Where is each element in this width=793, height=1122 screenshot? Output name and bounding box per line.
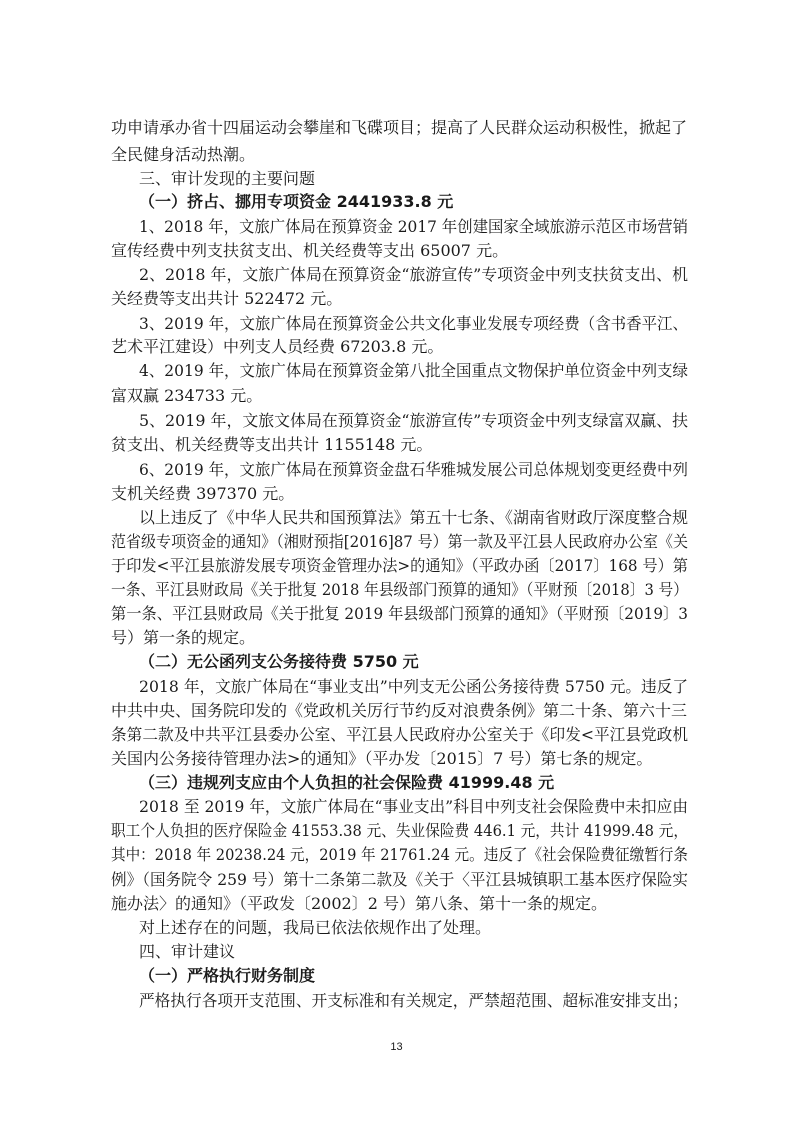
paragraph-line: 支机关经费 397370 元。 bbox=[111, 484, 295, 503]
paragraph-line: 5、2019 年，文旅文体局在预算资金“旅游宣传”专项资金中列支绿富双赢、扶 bbox=[139, 411, 688, 430]
paragraph-line: 2018 年，文旅广体局在“事业支出”中列支无公函公务接待费 5750 元。违反了 bbox=[139, 677, 688, 696]
paragraph-line: 贫支出、机关经费等支出共计 1155148 元。 bbox=[111, 435, 433, 454]
paragraph-line: 以上违反了《中华人民共和国预算法》第五十七条、《湖南省财政厅深度整合规 bbox=[139, 508, 688, 527]
paragraph-line: 关国内公务接待管理办法>的通知》（平办发〔2015〕7 号）第七条的规定。 bbox=[111, 749, 653, 768]
subsection-heading: （一）严格执行财务制度 bbox=[139, 966, 316, 985]
paragraph-line: 功申请承办省十四届运动会攀崖和飞碟项目；提高了人民群众运动积极性，掀起了 bbox=[111, 118, 688, 137]
paragraph-line: 艺术平江建设）中列支人员经费 67203.8 元。 bbox=[111, 337, 444, 356]
paragraph-line: 对上述存在的问题，我局已依法依规作出了处理。 bbox=[139, 918, 492, 937]
paragraph-line: 宣传经费中列支扶贫支出、机关经费等支出 65007 元。 bbox=[111, 241, 509, 260]
paragraph-line: 施办法〉的通知》（平政发〔2002〕2 号）第八条、第十一条的规定。 bbox=[111, 894, 607, 913]
section-heading: 三、审计发现的主要问题 bbox=[139, 169, 316, 188]
paragraph-line: 3、2019 年，文旅广体局在预算资金公共文化事业发展专项经费（含书香平江、 bbox=[139, 314, 688, 333]
paragraph-line: 号）第一条的规定。 bbox=[111, 628, 256, 647]
paragraph-line: 富双赢 234733 元。 bbox=[111, 386, 263, 405]
paragraph-line: 2018 至 2019 年，文旅广体局在“事业支出”科目中列支社会保险费中未扣应由 bbox=[139, 797, 688, 816]
paragraph-line: 范省级专项资金的通知》（湘财预指[2016]87 号）第一款及平江县人民政府办公室《关 bbox=[111, 532, 688, 551]
paragraph-line: 于印发<平江县旅游发展专项资金管理办法>的通知》（平政办函〔2017〕168 号）第 bbox=[111, 556, 688, 575]
paragraph-line: 2、2018 年，文旅广体局在预算资金“旅游宣传”专项资金中列支扶贫支出、机 bbox=[139, 265, 688, 284]
paragraph-line: 1、2018 年，文旅广体局在预算资金 2017 年创建国家全域旅游示范区市场营销 bbox=[139, 217, 688, 236]
subsection-heading: （二）无公函列支公务接待费 5750 元 bbox=[139, 652, 419, 671]
paragraph-line: 例》（国务院令 259 号）第十二条第二款及《关于〈平江县城镇职工基本医疗保险实 bbox=[111, 870, 688, 889]
paragraph-line: 全民健身活动热潮。 bbox=[111, 145, 256, 164]
paragraph-line: 第一条、平江县财政局《关于批复 2019 年县级部门预算的通知》（平财预〔2019〕3 bbox=[111, 604, 688, 623]
paragraph-line: 4、2019 年，文旅广体局在预算资金第八批全国重点文物保护单位资金中列支绿 bbox=[139, 361, 688, 380]
section-heading: 四、审计建议 bbox=[139, 942, 236, 961]
page-number: 13 bbox=[390, 1041, 403, 1053]
paragraph-line: 一条、平江县财政局《关于批复 2018 年县级部门预算的通知》（平财预〔2018〕3 号） bbox=[111, 580, 688, 599]
paragraph-line: 条第二款及中共平江县委办公室、平江县人民政府办公室关于《印发<平江县党政机 bbox=[111, 725, 688, 744]
subsection-heading: （一）挤占、挪用专项资金 2441933.8 元 bbox=[139, 192, 454, 211]
paragraph-line: 中共中央、国务院印发的《党政机关厉行节约反对浪费条例》第二十条、第六十三 bbox=[111, 701, 688, 720]
paragraph-line: 其中：2018 年 20238.24 元，2019 年 21761.24 元。违反了《社会保险费征缴暂行条 bbox=[111, 845, 688, 864]
subsection-heading: （三）违规列支应由个人负担的社会保险费 41999.48 元 bbox=[139, 773, 555, 792]
paragraph-line: 严格执行各项开支范围、开支标准和有关规定，严禁超范围、超标准安排支出； bbox=[139, 991, 688, 1010]
paragraph-line: 6、2019 年，文旅广体局在预算资金盘石华雅城发展公司总体规划变更经费中列 bbox=[139, 460, 688, 479]
paragraph-line: 职工个人负担的医疗保险金 41553.38 元、失业保险费 446.1 元，共计 41999.48 元， bbox=[111, 821, 688, 840]
paragraph-line: 关经费等支出共计 522472 元。 bbox=[111, 289, 343, 308]
